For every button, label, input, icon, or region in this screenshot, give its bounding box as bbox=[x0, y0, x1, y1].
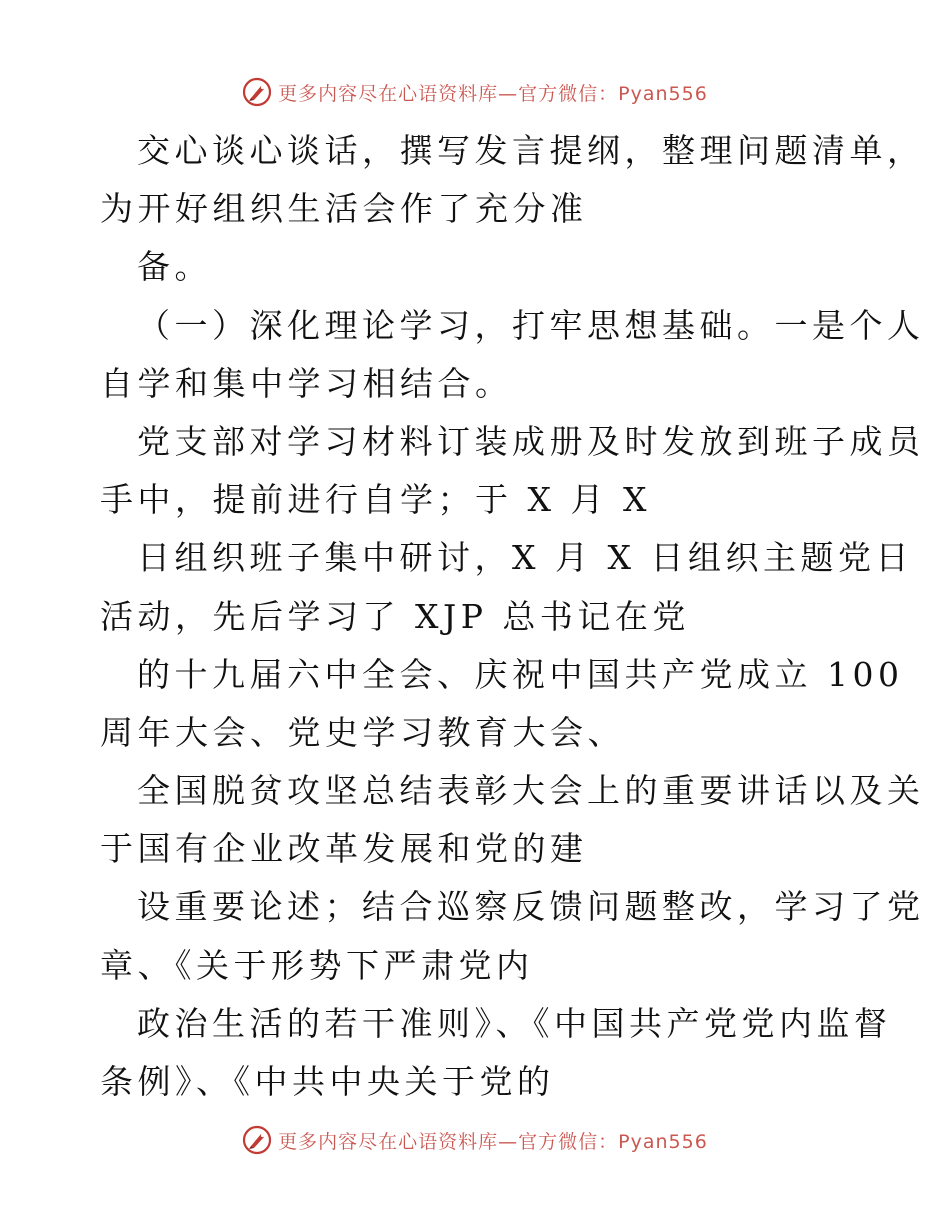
body-line: 党支部对学习材料订装成册及时发放到班子成员 bbox=[137, 421, 925, 461]
footer-watermark bbox=[0, 1120, 950, 1160]
pen-logo-icon bbox=[242, 77, 272, 107]
body-line: 交心谈心谈话，撰写发言提纲，整理问题清单， bbox=[137, 131, 925, 170]
header-watermark-text: 更多内容尽在心语资料库—官方微信：Pyan556 bbox=[278, 82, 708, 105]
body-line: 活动，先后学习了 XJP 总书记在党 bbox=[100, 596, 690, 636]
body-line: 日组织班子集中研讨，X 月 X 日组织主题党日 bbox=[137, 538, 913, 578]
body-line: 全国脱贫攻坚总结表彰大会上的重要讲话以及关 bbox=[137, 771, 925, 811]
pen-logo-icon bbox=[242, 1125, 272, 1155]
footer-watermark-text: 更多内容尽在心语资料库—官方微信：Pyan556 bbox=[278, 1130, 708, 1153]
body-line: 政治生活的若干准则》、《中国共产党党内监督 bbox=[137, 1003, 892, 1043]
body-line: 章、《关于形势下严肃党内 bbox=[100, 945, 534, 985]
body-line: 的十九届六中全会、庆祝中国共产党成立 100 bbox=[137, 654, 904, 694]
body-line: 备。 bbox=[137, 247, 212, 287]
body-line: 为开好组织生活会作了充分准 bbox=[100, 189, 588, 229]
body-line: 条例》、《中共中央关于党的 bbox=[100, 1062, 555, 1101]
body-line: 周年大会、党史学习教育大会、 bbox=[100, 712, 625, 752]
document-body bbox=[100, 122, 925, 1111]
body-line: 于国有企业改革发展和党的建 bbox=[100, 829, 588, 869]
section-heading-line: （一）深化理论学习，打牢思想基础。一是个人 bbox=[137, 305, 925, 345]
body-line: 手中，提前进行自学；于 X 月 X bbox=[100, 480, 651, 520]
body-line: 设重要论述；结合巡察反馈问题整改，学习了党 bbox=[137, 887, 925, 927]
body-line: 自学和集中学习相结合。 bbox=[100, 363, 513, 403]
header-watermark bbox=[0, 72, 950, 112]
